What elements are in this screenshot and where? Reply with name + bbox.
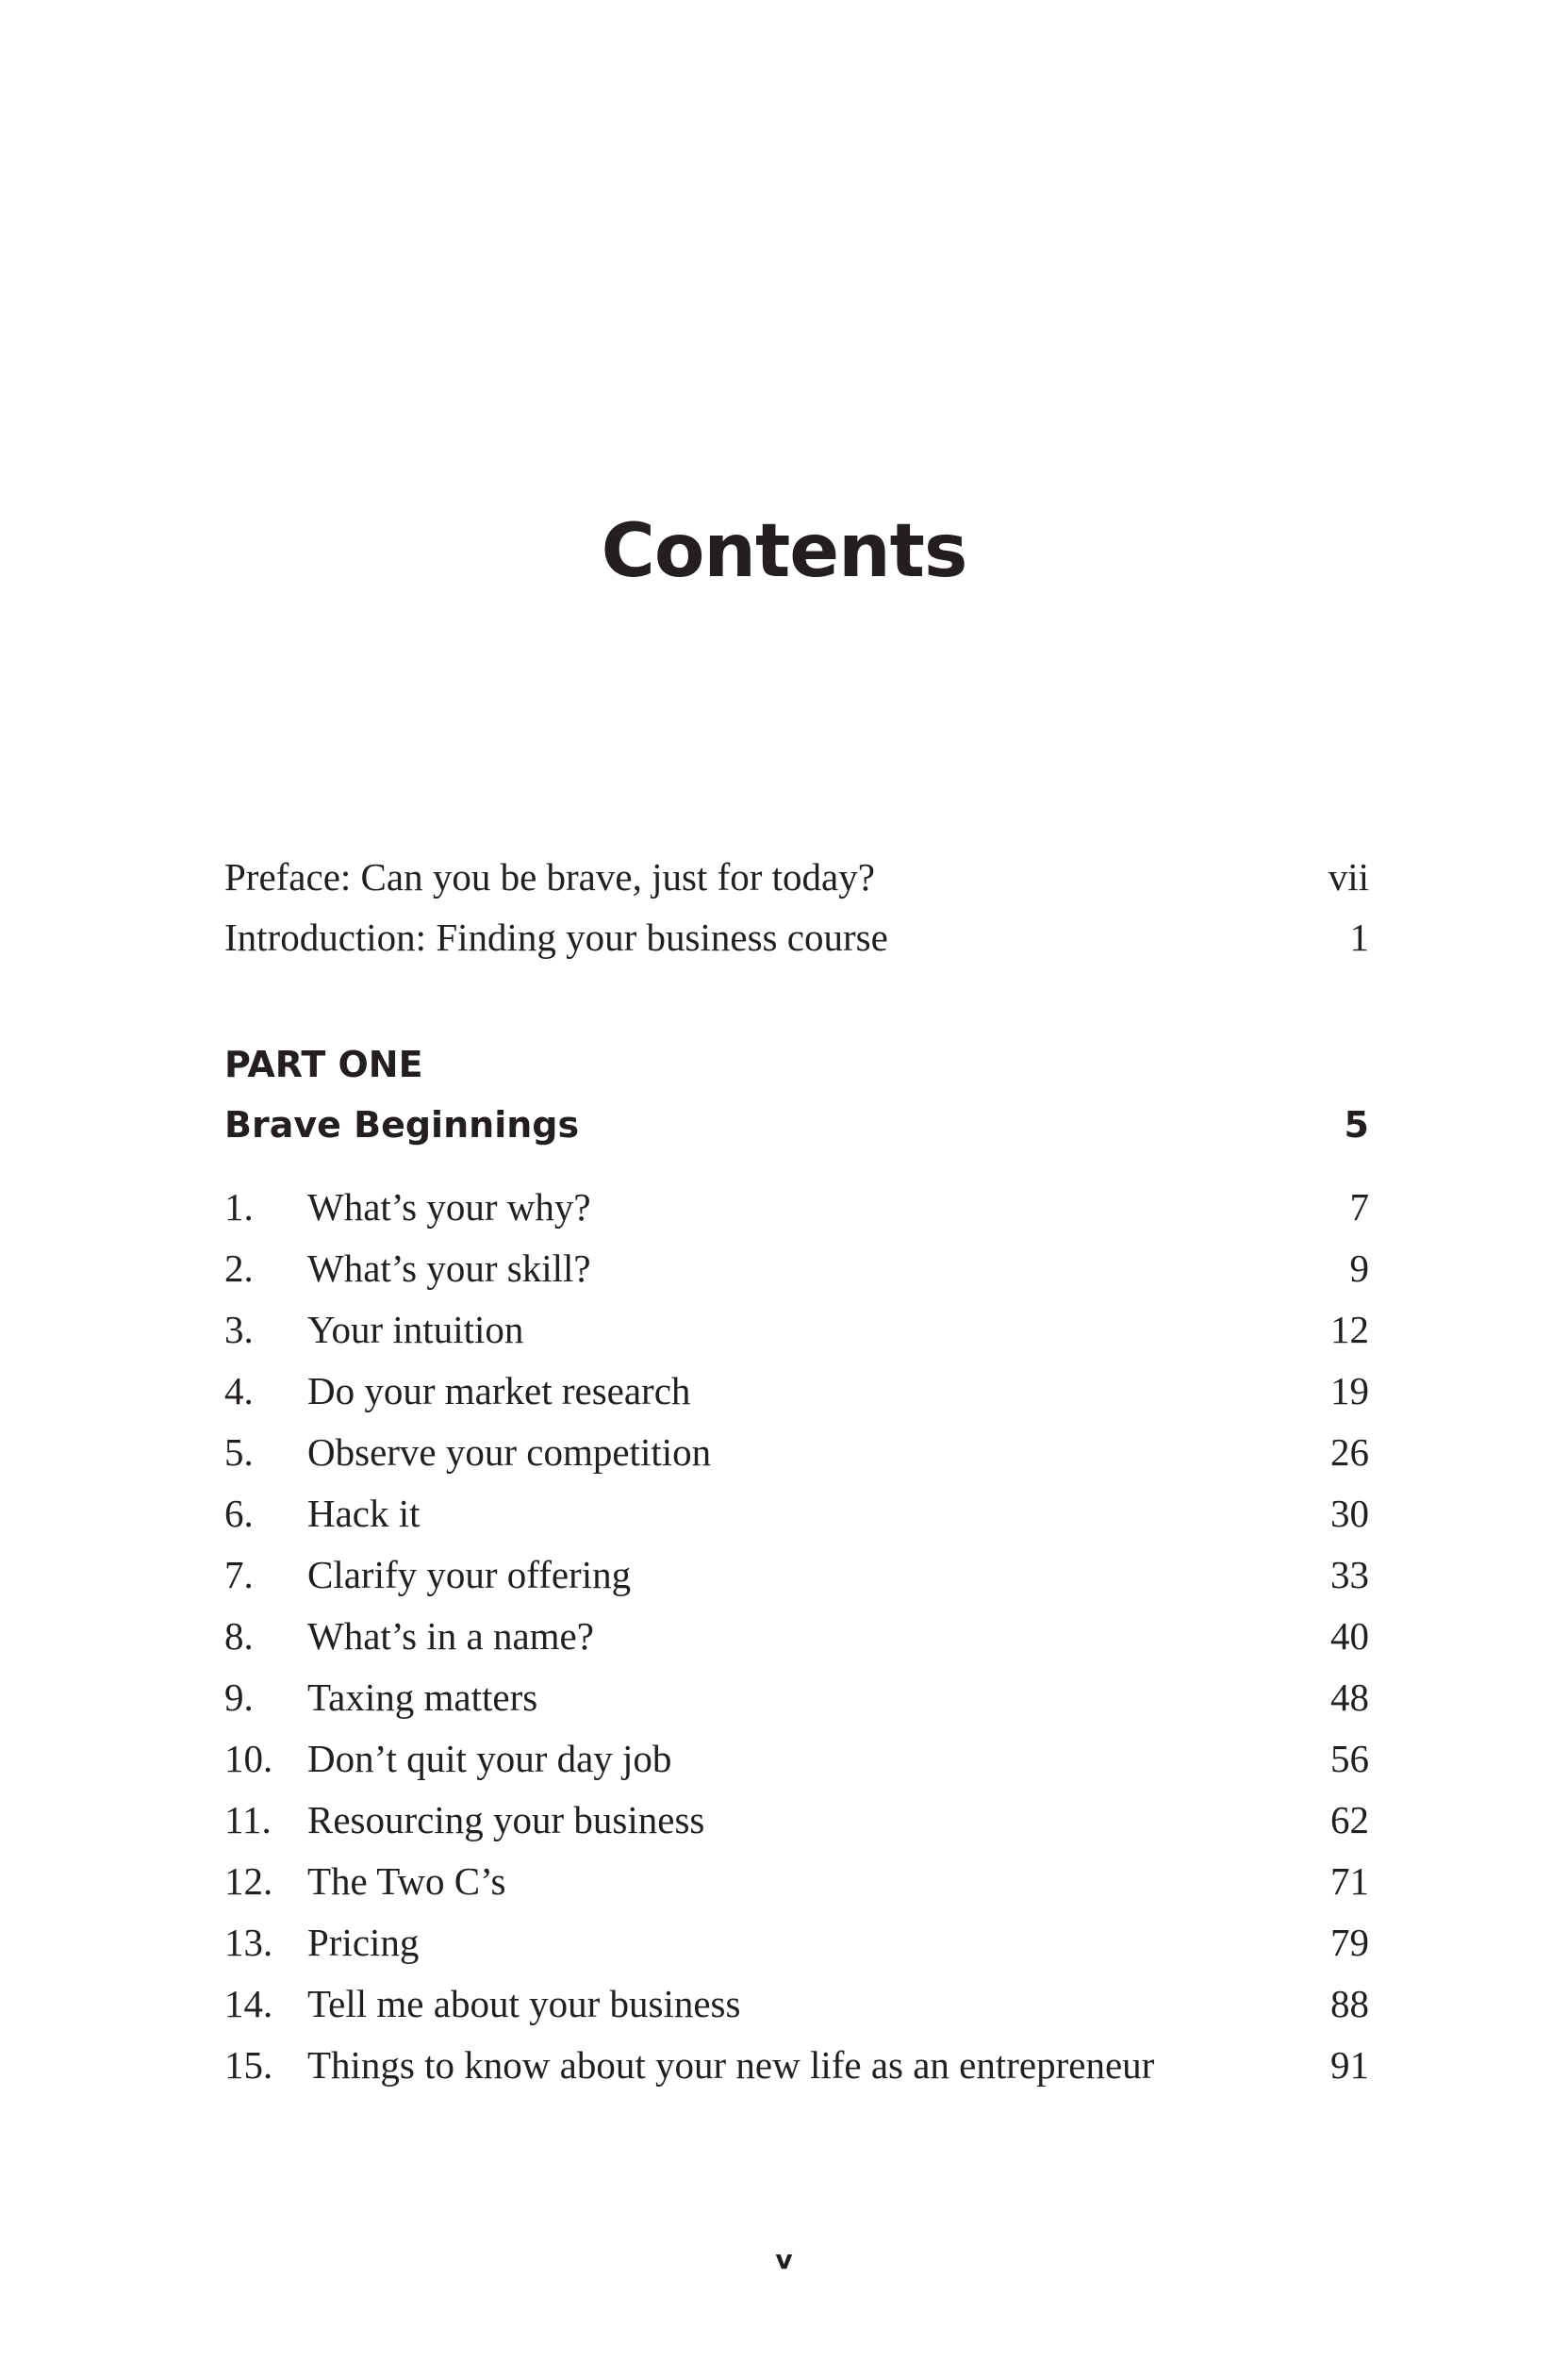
chapter-title: Hack it <box>307 1492 421 1535</box>
part-title-row[interactable] <box>224 1097 1369 1153</box>
toc-entry-page: vii <box>1328 855 1369 899</box>
chapter-page: 88 <box>1330 1982 1369 2025</box>
chapter-number: 11. <box>224 1798 272 1841</box>
chapter-number: 10. <box>224 1737 273 1780</box>
chapter-number: 12. <box>224 1859 273 1903</box>
toc-chapter-1[interactable] <box>224 1179 1369 1235</box>
chapter-title: Your intuition <box>307 1308 524 1351</box>
part-title: Brave Beginnings <box>224 1104 580 1146</box>
chapter-page: 79 <box>1330 1921 1369 1964</box>
toc-entry-title: Preface: Can you be brave, just for today? <box>224 855 875 899</box>
toc-chapter-6[interactable] <box>224 1485 1369 1542</box>
toc-chapter-7[interactable] <box>224 1546 1369 1603</box>
chapter-title: Resourcing your business <box>307 1798 705 1841</box>
part-label: PART ONE <box>224 1044 423 1085</box>
toc-chapter-11[interactable] <box>224 1791 1369 1848</box>
chapter-title: Tell me about your business <box>307 1982 741 2025</box>
chapter-number: 1. <box>224 1185 254 1229</box>
chapter-page: 19 <box>1330 1369 1369 1412</box>
chapter-number: 3. <box>224 1308 254 1351</box>
chapter-page: 26 <box>1330 1430 1369 1474</box>
toc-chapter-15[interactable] <box>224 2037 1369 2093</box>
chapter-number: 7. <box>224 1553 254 1596</box>
chapter-number: 6. <box>224 1492 254 1535</box>
toc-chapter-5[interactable] <box>224 1424 1369 1480</box>
chapter-title: Do your market research <box>307 1369 691 1412</box>
toc-chapter-10[interactable] <box>224 1730 1369 1787</box>
toc-entry-introduction[interactable] <box>224 909 1369 966</box>
chapter-page: 62 <box>1330 1798 1369 1841</box>
chapter-page: 40 <box>1330 1614 1369 1658</box>
toc-chapter-4[interactable] <box>224 1362 1369 1419</box>
chapter-number: 5. <box>224 1430 254 1474</box>
chapter-page: 7 <box>1349 1185 1369 1229</box>
chapter-title: The Two C’s <box>307 1859 506 1903</box>
chapter-number: 8. <box>224 1614 254 1658</box>
toc-chapter-9[interactable] <box>224 1669 1369 1725</box>
chapter-title: What’s your why? <box>307 1185 591 1229</box>
toc-entry-title: Introduction: Finding your business course <box>224 916 888 959</box>
chapter-title: Clarify your offering <box>307 1553 632 1596</box>
chapter-page: 9 <box>1349 1246 1369 1290</box>
chapter-number: 9. <box>224 1675 254 1719</box>
chapter-title: Observe your competition <box>307 1430 712 1474</box>
chapter-page: 33 <box>1330 1553 1369 1596</box>
toc-chapter-2[interactable] <box>224 1240 1369 1296</box>
toc-chapter-3[interactable] <box>224 1301 1369 1358</box>
page-title: Contents <box>601 509 967 594</box>
toc-chapter-14[interactable] <box>224 1975 1369 2032</box>
toc-entry-preface[interactable] <box>224 849 1369 905</box>
chapter-page: 48 <box>1330 1675 1369 1719</box>
chapter-number: 13. <box>224 1921 273 1964</box>
part-page: 5 <box>1344 1104 1369 1146</box>
chapter-page: 30 <box>1330 1492 1369 1535</box>
chapter-title: Don’t quit your day job <box>307 1737 672 1780</box>
toc-entry-page: 1 <box>1349 916 1369 959</box>
chapter-title: Taxing matters <box>307 1675 538 1719</box>
chapter-number: 14. <box>224 1982 273 2025</box>
toc-chapter-8[interactable] <box>224 1608 1369 1664</box>
chapter-number: 4. <box>224 1369 254 1412</box>
toc-chapter-13[interactable] <box>224 1914 1369 1971</box>
chapter-page: 56 <box>1330 1737 1369 1780</box>
chapter-number: 15. <box>224 2043 273 2087</box>
page-number: v <box>775 2244 793 2275</box>
chapter-title: Things to know about your new life as an entrepreneur <box>307 2043 1155 2087</box>
chapter-title: What’s your skill? <box>307 1246 591 1290</box>
chapter-page: 91 <box>1330 2043 1369 2087</box>
chapter-page: 12 <box>1330 1308 1369 1351</box>
chapter-title: Pricing <box>307 1921 420 1964</box>
chapter-number: 2. <box>224 1246 254 1290</box>
toc-chapter-12[interactable] <box>224 1853 1369 1909</box>
chapter-page: 71 <box>1330 1859 1369 1903</box>
chapter-title: What’s in a name? <box>307 1614 594 1658</box>
